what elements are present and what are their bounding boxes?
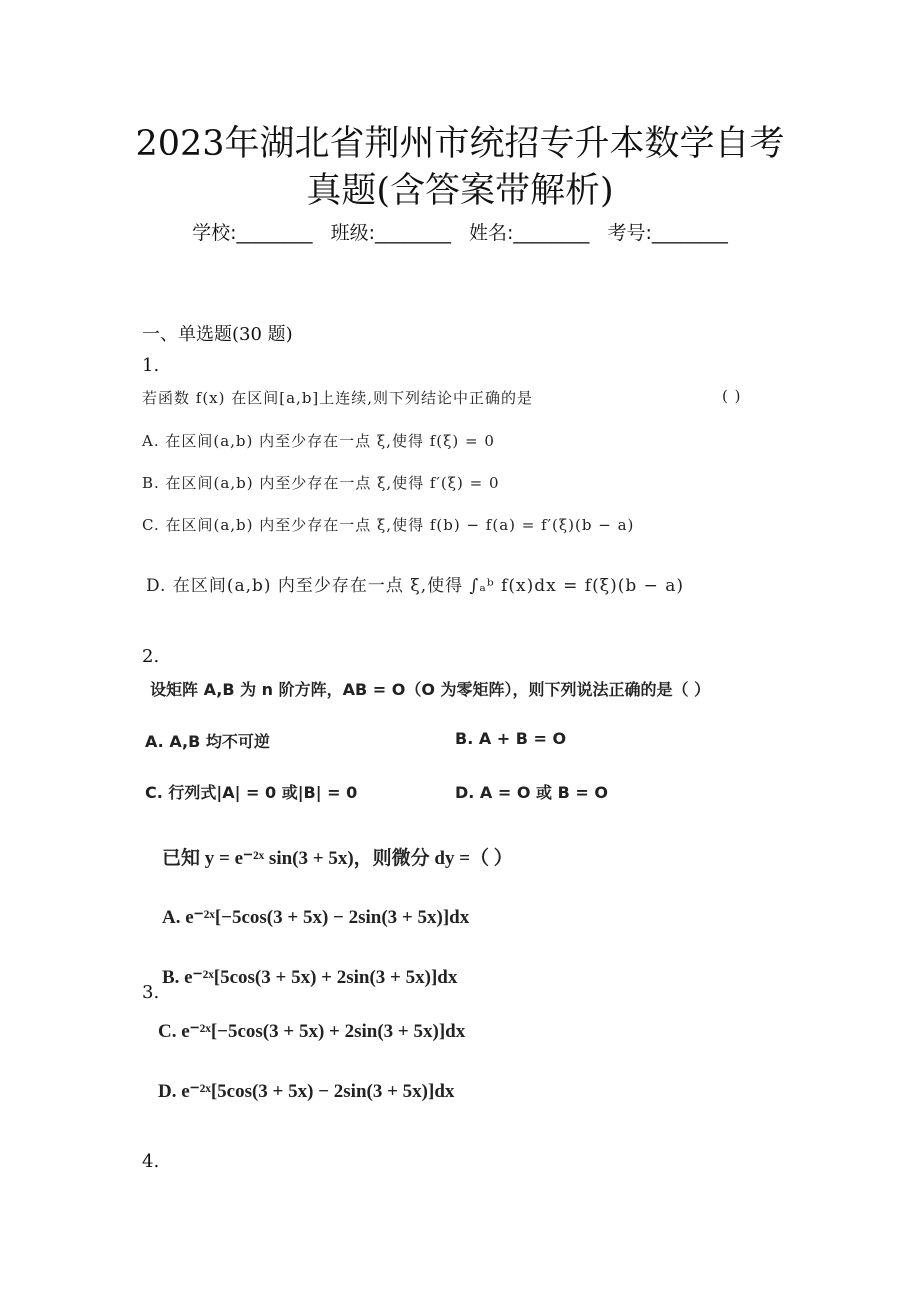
class-field: 班级:________ <box>330 222 451 244</box>
name-field: 姓名:________ <box>469 222 590 244</box>
option-b: B. e⁻²ˣ[5cos(3 + 5x) + 2sin(3 + 5x)]dx <box>162 967 458 988</box>
question-stem: 若函数 f(x) 在区间[a,b]上连续,则下列结论中正确的是 <box>142 389 534 407</box>
option-a: A. 在区间(a,b) 内至少存在一点 ξ,使得 f(ξ) = 0 <box>142 432 495 450</box>
question-stem: 设矩阵 A,B 为 n 阶方阵，AB = O（O 为零矩阵），则下列说法正确的是（ ） <box>150 680 711 699</box>
title-line-2: 真题(含答案带解析) <box>306 171 614 211</box>
option-d: D. A = O 或 B = O <box>455 783 608 802</box>
question-number: 4. <box>142 1151 160 1172</box>
question-number: 1. <box>142 355 160 376</box>
school-field: 学校:________ <box>192 222 313 244</box>
student-info <box>0 218 920 245</box>
option-b: B. 在区间(a,b) 内至少存在一点 ξ,使得 f′(ξ) = 0 <box>142 474 500 492</box>
question-number: 3. <box>142 982 160 1003</box>
option-c: C. 在区间(a,b) 内至少存在一点 ξ,使得 f(b) − f(a) = f′(ξ)(b − a) <box>142 516 635 534</box>
option-d: D. e⁻²ˣ[5cos(3 + 5x) − 2sin(3 + 5x)]dx <box>158 1081 455 1102</box>
option-b: B. A + B = O <box>455 729 567 748</box>
title-line-1: 2023年湖北省荆州市统招专升本数学自考 <box>135 124 785 164</box>
question-number: 2. <box>142 646 160 667</box>
option-c: C. e⁻²ˣ[−5cos(3 + 5x) + 2sin(3 + 5x)]dx <box>158 1021 466 1042</box>
question-stem: 已知 y = e⁻²ˣ sin(3 + 5x)，则微分 dy =（ ） <box>162 848 513 869</box>
option-a: A. e⁻²ˣ[−5cos(3 + 5x) − 2sin(3 + 5x)]dx <box>162 907 470 928</box>
option-d: D. 在区间(a,b) 内至少存在一点 ξ,使得 ∫ₐᵇ f(x)dx = f(ξ)(b − a) <box>146 576 685 596</box>
option-a: A. A,B 均不可逆 <box>145 732 270 751</box>
option-c: C. 行列式|A| = 0 或|B| = 0 <box>145 783 358 802</box>
exam-no-field: 考号:________ <box>607 222 728 244</box>
section-heading: 一、单选题(30 题) <box>142 324 293 345</box>
answer-paren: ( ) <box>722 387 742 405</box>
